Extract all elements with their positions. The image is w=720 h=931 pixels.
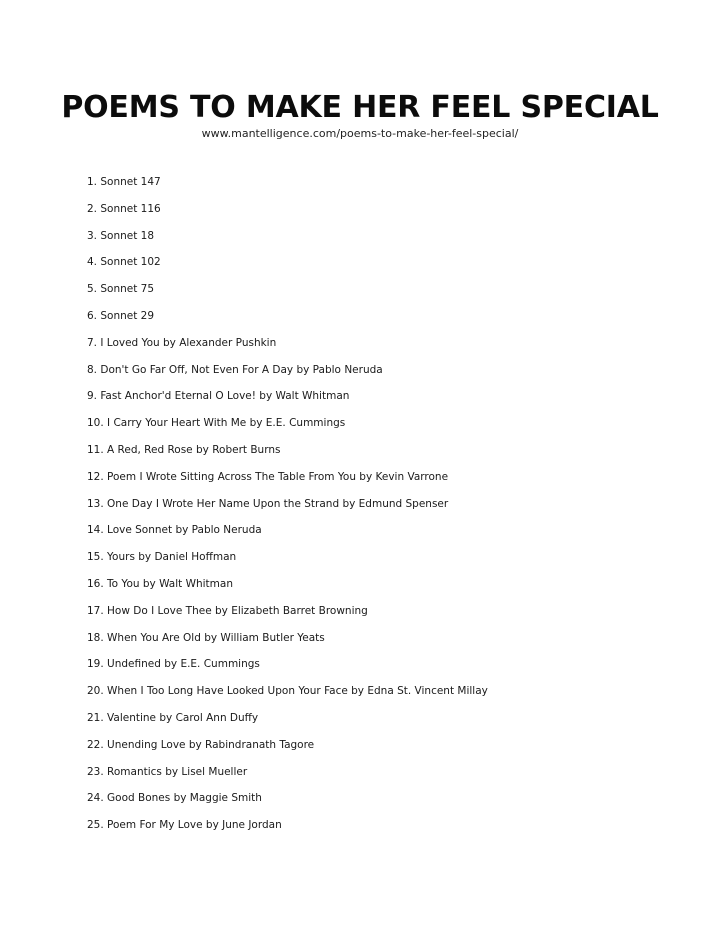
list-item: 6. Sonnet 29 xyxy=(87,309,155,322)
list-item: 12. Poem I Wrote Sitting Across The Table From You by Kevin Varrone xyxy=(87,470,449,483)
list-item: 15. Yours by Daniel Hoffman xyxy=(87,551,237,564)
source-url: www.mantelligence.com/poems-to-make-her-feel-special/ xyxy=(201,127,519,140)
poem-list xyxy=(87,173,488,843)
list-item: 18. When You Are Old by William Butler Yeats xyxy=(87,631,325,644)
list-item: 20. When I Too Long Have Looked Upon Your Face by Edna St. Vincent Millay xyxy=(87,685,488,698)
list-item: 25. Poem For My Love by June Jordan xyxy=(87,819,282,832)
list-item: 1. Sonnet 147 xyxy=(87,176,161,188)
list-item: 5. Sonnet 75 xyxy=(87,283,155,296)
list-item: 13. One Day I Wrote Her Name Upon the Strand by Edmund Spenser xyxy=(87,497,449,510)
list-item: 10. I Carry Your Heart With Me by E.E. Cummings xyxy=(87,417,346,430)
list-item: 21. Valentine by Carol Ann Duffy xyxy=(87,711,259,724)
list-item: 4. Sonnet 102 xyxy=(87,256,161,269)
list-item: 9. Fast Anchor'd Eternal O Love! by Walt Whitman xyxy=(87,390,350,403)
list-item: 3. Sonnet 18 xyxy=(87,229,155,242)
list-item: 23. Romantics by Lisel Mueller xyxy=(87,765,248,778)
list-item: 2. Sonnet 116 xyxy=(87,202,161,215)
list-item: 11. A Red, Red Rose by Robert Burns xyxy=(87,443,281,456)
page-title: POEMS TO MAKE HER FEEL SPECIAL xyxy=(61,90,659,125)
list-item: 22. Unending Love by Rabindranath Tagore xyxy=(87,738,315,751)
list-item: 7. I Loved You by Alexander Pushkin xyxy=(87,336,277,349)
list-item: 19. Undefined by E.E. Cummings xyxy=(87,658,260,671)
list-item: 24. Good Bones by Maggie Smith xyxy=(87,792,262,805)
list-item: 14. Love Sonnet by Pablo Neruda xyxy=(87,524,262,537)
list-item: 16. To You by Walt Whitman xyxy=(87,577,233,590)
list-item: 17. How Do I Love Thee by Elizabeth Barret Browning xyxy=(87,604,368,617)
list-item: 8. Don't Go Far Off, Not Even For A Day by Pablo Neruda xyxy=(87,363,383,376)
